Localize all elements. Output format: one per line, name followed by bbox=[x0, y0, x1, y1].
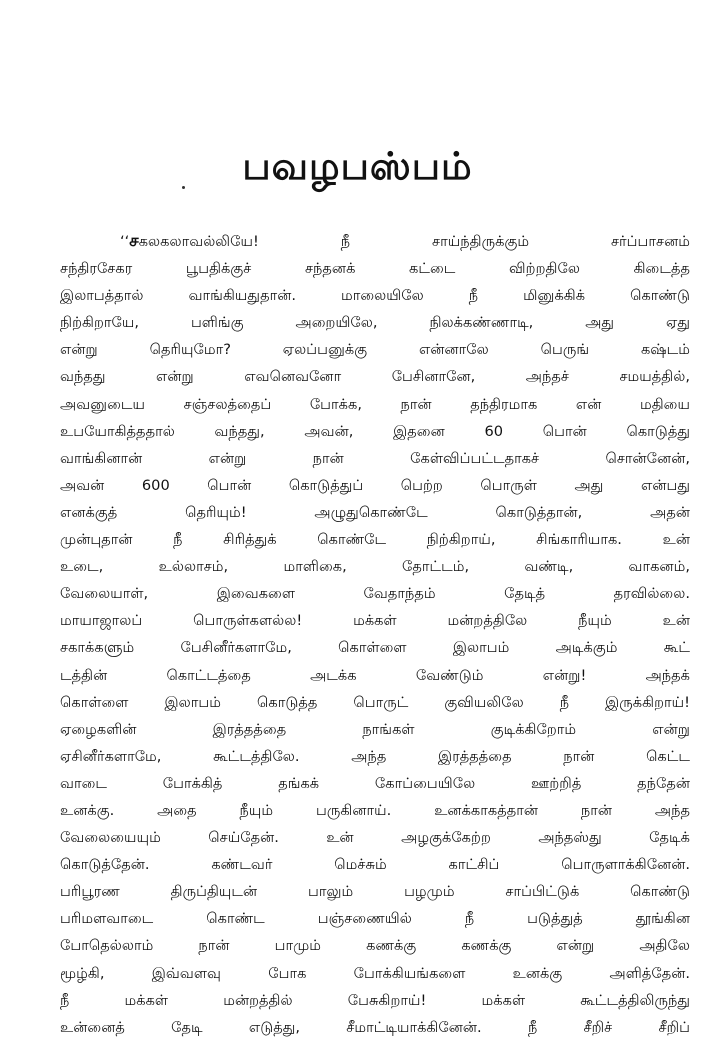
text-line: கொடுத்தேன். கண்டவர் மெச்சும் காட்சிப் பொருளாக்கினேன். bbox=[60, 856, 690, 874]
chapter-title: பவழபஸ்பம் bbox=[242, 144, 473, 188]
text-line: அவன் 600 பொன் கொடுத்துப் பெற்ற பொருள் அது என்பது bbox=[60, 476, 690, 494]
text-line: ஏசினீர்களாமே, கூட்டத்திலே. அந்த இரத்தத்தை நான் கெட்ட bbox=[60, 747, 690, 765]
text-line: சகாக்களும் பேசினீர்களாமே, கொள்ளை இலாபம் அடிக்கும் கூட் bbox=[60, 639, 690, 657]
text-line: மூழ்கி, இவ்வளவு போக போக்கியங்களை உனக்கு அளித்தேன். bbox=[60, 964, 690, 982]
text-line: உனக்கு. அதை நீயும் பருகினாய். உனக்காகத்தான் நான் அந்த bbox=[60, 801, 690, 819]
text-line: மாயாஜாலப் பொருள்களல்ல! மக்கள் மன்றத்திலே நீயும் உன் bbox=[60, 612, 690, 630]
text-line: வேலையையும் செய்தேன். உன் அழகுக்கேற்ற அந்தஸ்து தேடிக் bbox=[60, 829, 690, 847]
first-line-text: கலகலாவல்லியே! நீ சாய்ந்திருக்கும் சர்ப்பாசனம் bbox=[138, 233, 690, 250]
text-line: வந்தது என்று எவனெவனோ பேசினானே, அந்தச் சமயத்தில், bbox=[60, 368, 690, 386]
text-line: டத்தின் கொட்டத்தை அடக்க வேண்டும் என்று! அந்தக் bbox=[60, 666, 690, 684]
text-line: அவனுடைய சஞ்சலத்தைப் போக்க, நான் தந்திரமாக என் மதியை bbox=[60, 395, 690, 413]
text-line: கொள்ளை இலாபம் கொடுத்த பொருட் குவியலிலே நீ இருக்கிறாய்! bbox=[60, 693, 690, 711]
text-line: நீ மக்கள் மன்றத்தில் பேசுகிறாய்! மக்கள் கூட்டத்திலிருந்து bbox=[60, 991, 690, 1009]
text-line: இலாபத்தால் வாங்கியதுதான். மாலையிலே நீ மினுக்கிக் கொண்டு bbox=[60, 287, 690, 305]
text-line: நிற்கிறாயே, பளிங்கு அறையிலே, நிலக்கண்ணாடி, அது ஏது bbox=[60, 314, 690, 332]
body-paragraph bbox=[60, 228, 690, 1041]
text-line: வாங்கினான் என்று நான் கேள்விப்பட்டதாகச் சொன்னேன், bbox=[60, 449, 690, 467]
text-line: வேலையாள், இவைகளை வேதாந்தம் தேடித் தரவில்லை. bbox=[60, 585, 690, 603]
text-line: உடை, உல்லாசம், மாளிகை, தோட்டம், வண்டி, வாகனம், bbox=[60, 558, 690, 576]
print-speck bbox=[182, 186, 185, 189]
text-line bbox=[60, 228, 690, 255]
text-line: பரிமளவாடை கொண்ட பஞ்சணையில் நீ படுத்துத் தூங்கின bbox=[60, 910, 690, 928]
opening-quote: ‘‘ bbox=[120, 233, 130, 250]
text-line: என்று தெரியுமோ? ஏலப்பனுக்கு என்னாலே பெருங் கஷ்டம் bbox=[60, 341, 690, 359]
text-line: உபயோகித்ததால் வந்தது, அவன், இதனை 60 பொன் கொடுத்து bbox=[60, 422, 690, 440]
text-line: ஏழைகளின் இரத்தத்தை நாங்கள் குடிக்கிறோம் என்று bbox=[60, 720, 690, 738]
text-line: வாடை போக்கித் தங்கக் கோப்பையிலே ஊற்றித் தந்தேன் bbox=[60, 774, 690, 792]
text-line: சந்திரசேகர பூபதிக்குச் சந்தனக் கட்டை விற்றதிலே கிடைத்த bbox=[60, 260, 690, 278]
text-line: பரிபூரண திருப்தியுடன் பாலும் பழமும் சாப்பிட்டுக் கொண்டு bbox=[60, 883, 690, 901]
text-line: எனக்குத் தெரியும்! அழுதுகொண்டே கொடுத்தான், அதன் bbox=[60, 503, 690, 521]
text-line: உன்னைத் தேடி எடுத்து, சீமாட்டியாக்கினேன். நீ சீறிச் சீறிப் bbox=[60, 1018, 690, 1036]
text-line: முன்புதான் நீ சிரித்துக் கொண்டே நிற்கிறாய், சிங்காரியாக. உன் bbox=[60, 531, 690, 549]
drop-cap: ச bbox=[129, 231, 139, 251]
text-line: போதெல்லாம் நான் பாமும் கணக்கு கணக்கு என்று அதிலே bbox=[60, 937, 690, 955]
